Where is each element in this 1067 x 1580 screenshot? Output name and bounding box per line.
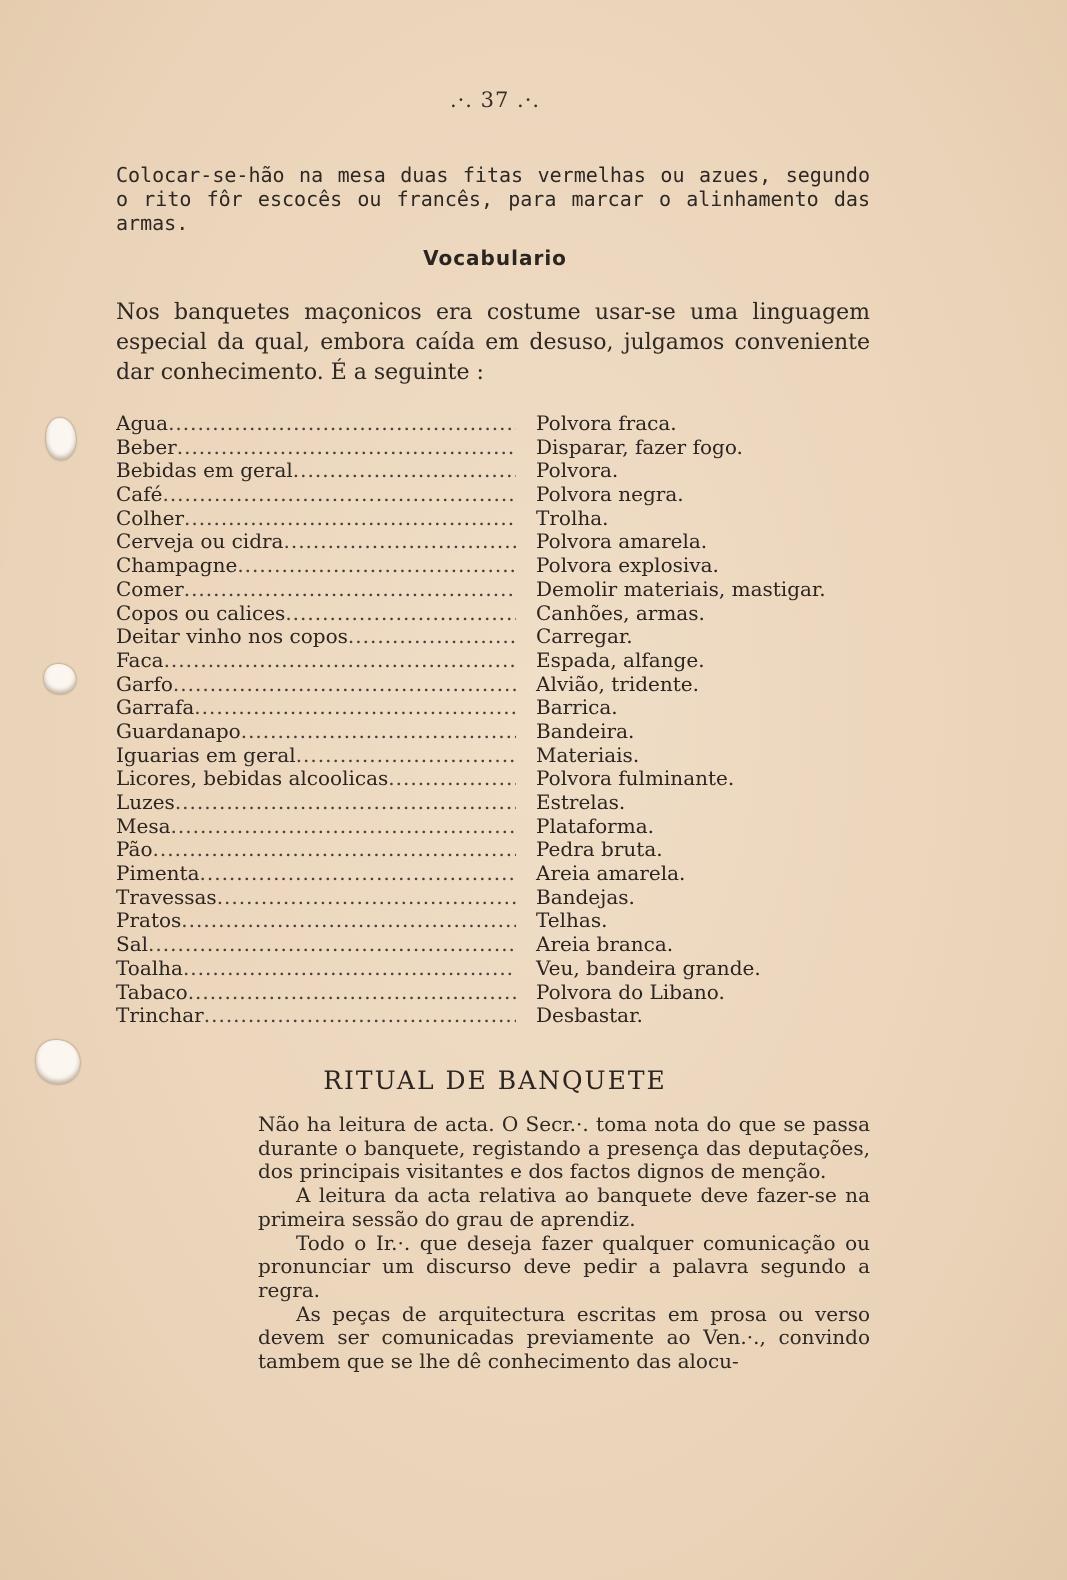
vocabulary-term-cell bbox=[116, 815, 516, 839]
vocabulary-list bbox=[116, 412, 876, 1028]
vocabulary-term: Pratos bbox=[116, 909, 182, 933]
leader-dots bbox=[168, 412, 516, 436]
vocabulary-row bbox=[116, 862, 876, 886]
vocabulary-term: Bebidas em geral bbox=[116, 459, 293, 483]
vocabulary-term: Sal bbox=[116, 933, 149, 957]
vocabulary-meaning: Pedra bruta. bbox=[536, 837, 663, 862]
vocabulary-term-cell bbox=[116, 483, 516, 507]
vocabulary-row bbox=[116, 436, 876, 460]
vocabulary-row bbox=[116, 981, 876, 1005]
section-heading: Vocabulario bbox=[423, 246, 567, 270]
vocabulary-row bbox=[116, 578, 876, 602]
leader-dots bbox=[204, 1004, 516, 1028]
vocabulary-meaning: Barrica. bbox=[536, 695, 618, 720]
leader-dots bbox=[293, 459, 516, 483]
leader-dots bbox=[183, 957, 516, 981]
vocabulary-term: Mesa bbox=[116, 814, 171, 838]
vocabulary-term-cell bbox=[116, 673, 516, 697]
leader-dots bbox=[164, 649, 516, 673]
leader-dots bbox=[194, 696, 516, 720]
vocabulary-row bbox=[116, 412, 876, 436]
ritual-title: RITUAL DE BANQUETE bbox=[323, 1066, 667, 1095]
ritual-text bbox=[258, 1113, 870, 1374]
vocabulary-meaning: Demolir materiais, mastigar. bbox=[536, 576, 826, 601]
vocabulary-meaning: Telhas. bbox=[536, 908, 608, 933]
vocabulary-row bbox=[116, 459, 876, 483]
vocabulary-term-cell bbox=[116, 862, 516, 886]
vocabulary-meaning: Materiais. bbox=[536, 742, 640, 767]
vocabulary-row bbox=[116, 696, 876, 720]
vocabulary-meaning: Alvião, tridente. bbox=[536, 671, 699, 696]
leader-dots bbox=[188, 981, 516, 1005]
vocabulary-term-cell bbox=[116, 649, 516, 673]
vocabulary-term: Tabaco bbox=[116, 980, 188, 1004]
vocabulary-row bbox=[116, 838, 876, 862]
vocabulary-term-cell bbox=[116, 602, 516, 626]
leader-dots bbox=[184, 578, 516, 602]
vocabulary-meaning: Areia amarela. bbox=[536, 861, 686, 886]
vocabulary-meaning: Desbastar. bbox=[536, 1003, 643, 1028]
vocabulary-term: Cerveja ou cidra bbox=[116, 530, 284, 554]
leader-dots bbox=[173, 673, 516, 697]
vocabulary-term-cell bbox=[116, 436, 516, 460]
vocabulary-term: Garfo bbox=[116, 672, 173, 696]
vocabulary-term: Café bbox=[116, 483, 163, 507]
vocabulary-term: Toalha bbox=[116, 956, 183, 980]
vocabulary-row bbox=[116, 554, 876, 578]
leader-dots bbox=[388, 767, 516, 791]
vocabulary-meaning: Polvora fulminante. bbox=[536, 766, 735, 791]
vocabulary-term: Copos ou calices bbox=[116, 601, 286, 625]
vocabulary-row bbox=[116, 507, 876, 531]
vocabulary-term: Beber bbox=[116, 435, 177, 459]
vocabulary-term-cell bbox=[116, 530, 516, 554]
ritual-paragraph: A leitura da acta relativa ao banquete deve fazer-se na primeira sessão do grau de aprendiz. bbox=[258, 1183, 870, 1231]
vocabulary-term: Champagne bbox=[116, 554, 238, 578]
vocabulary-meaning: Trolha. bbox=[536, 505, 609, 530]
vocabulary-meaning: Bandejas. bbox=[536, 884, 635, 909]
leader-dots bbox=[296, 744, 516, 768]
vocabulary-meaning: Carregar. bbox=[536, 624, 633, 649]
leader-dots bbox=[153, 838, 516, 862]
vocabulary-row bbox=[116, 791, 876, 815]
vocabulary-term-cell bbox=[116, 981, 516, 1005]
vocabulary-term-cell bbox=[116, 886, 516, 910]
vocabulary-row bbox=[116, 673, 876, 697]
vocabulary-term-cell bbox=[116, 720, 516, 744]
leader-dots bbox=[175, 791, 516, 815]
vocabulary-term-cell bbox=[116, 412, 516, 436]
vocabulary-row bbox=[116, 957, 876, 981]
vocabulary-term-cell bbox=[116, 696, 516, 720]
vocabulary-term: Comer bbox=[116, 577, 184, 601]
ritual-paragraph: As peças de arquitectura escritas em prosa ou verso devem ser comunicadas previamente ao Ven.·., convindo tambem que se lhe dê conhecimento das alocu- bbox=[258, 1301, 870, 1374]
vocabulary-term-cell bbox=[116, 625, 516, 649]
vocabulary-meaning: Estrelas. bbox=[536, 790, 626, 814]
leader-dots bbox=[148, 933, 516, 957]
vocabulary-meaning: Bandeira. bbox=[536, 718, 635, 743]
vocabulary-meaning: Canhões, armas. bbox=[536, 600, 705, 625]
leader-dots bbox=[171, 815, 516, 839]
vocabulary-row bbox=[116, 767, 876, 791]
vocabulary-term-cell bbox=[116, 578, 516, 602]
vocabulary-term-cell bbox=[116, 459, 516, 483]
punch-hole-top bbox=[46, 418, 76, 460]
ritual-paragraph: Não ha leitura de acta. O Secr.·. toma nota do que se passa durante o banquete, registando a presença das deputações, dos principais visitantes e dos factos dignos de menção. bbox=[258, 1112, 870, 1184]
vocabulary-term-cell bbox=[116, 909, 516, 933]
leader-dots bbox=[184, 507, 516, 531]
leader-dots bbox=[177, 436, 516, 460]
vocabulary-term: Pimenta bbox=[116, 862, 200, 886]
vocabulary-row bbox=[116, 1004, 876, 1028]
vocabulary-term: Guardanapo bbox=[116, 719, 241, 743]
vocabulary-row bbox=[116, 483, 876, 507]
punch-hole-middle bbox=[44, 664, 76, 694]
vocabulary-row bbox=[116, 744, 876, 768]
vocabulary-term: Trinchar bbox=[116, 1004, 204, 1028]
leader-dots bbox=[241, 720, 516, 744]
vocabulary-term: Faca bbox=[116, 648, 164, 672]
ritual-paragraph: Todo o Ir.·. que deseja fazer qualquer comunicação ou pronunciar um discurso deve pedir a palavra segundo a regra. bbox=[258, 1230, 870, 1302]
vocabulary-meaning: Veu, bandeira grande. bbox=[536, 955, 761, 980]
leader-dots bbox=[181, 909, 516, 933]
vocabulary-meaning: Disparar, fazer fogo. bbox=[536, 434, 743, 459]
leader-dots bbox=[348, 625, 516, 649]
vocabulary-row bbox=[116, 530, 876, 554]
vocabulary-meaning: Areia branca. bbox=[536, 932, 674, 957]
leader-dots bbox=[217, 886, 516, 910]
vocabulary-row bbox=[116, 649, 876, 673]
vocabulary-meaning: Polvora amarela. bbox=[536, 529, 708, 554]
intro-paragraph: Nos banquetes maçonicos era costume usar-se uma linguagem especial da qual, embora caída em desuso, julgamos conveniente dar conhecimento. É a seguinte : bbox=[116, 300, 870, 385]
vocabulary-meaning: Plataforma. bbox=[536, 813, 654, 838]
vocabulary-meaning: Polvora explosiva. bbox=[536, 553, 719, 578]
vocabulary-row bbox=[116, 815, 876, 839]
leader-dots bbox=[285, 602, 516, 626]
vocabulary-term: Iguarias em geral bbox=[116, 743, 296, 767]
vocabulary-term: Luzes bbox=[116, 791, 175, 814]
vocabulary-term: Travessas bbox=[116, 885, 217, 909]
vocabulary-meaning: Polvora. bbox=[536, 458, 619, 483]
vocabulary-row bbox=[116, 886, 876, 910]
vocabulary-term-cell bbox=[116, 838, 516, 862]
leader-dots bbox=[283, 530, 516, 554]
vocabulary-term-cell bbox=[116, 791, 516, 815]
vocabulary-row bbox=[116, 602, 876, 626]
vocabulary-meaning: Polvora negra. bbox=[536, 482, 684, 507]
vocabulary-term: Colher bbox=[116, 506, 185, 530]
vocabulary-term: Licores, bebidas alcoolicas bbox=[116, 767, 389, 791]
page-number: .·. 37 .·. bbox=[449, 88, 541, 112]
vocabulary-term-cell bbox=[116, 957, 516, 981]
leader-dots bbox=[237, 554, 516, 578]
vocabulary-row bbox=[116, 720, 876, 744]
vocabulary-row bbox=[116, 933, 876, 957]
vocabulary-term-cell bbox=[116, 1004, 516, 1028]
vocabulary-term-cell bbox=[116, 554, 516, 578]
vocabulary-term: Deitar vinho nos copos bbox=[116, 625, 348, 649]
vocabulary-row bbox=[116, 909, 876, 933]
vocabulary-term-cell bbox=[116, 767, 516, 791]
vocabulary-term: Agua bbox=[116, 412, 169, 435]
intro-text: Colocar-se-hão na mesa duas fitas vermelhas ou azues, segundo o rito fôr escocês ou francês, para marcar o alinhamento das armas. bbox=[116, 163, 870, 235]
vocabulary-meaning: Espada, alfange. bbox=[536, 647, 705, 672]
vocabulary-term: Garrafa bbox=[116, 696, 195, 720]
vocabulary-term-cell bbox=[116, 744, 516, 768]
vocabulary-term-cell bbox=[116, 933, 516, 957]
leader-dots bbox=[162, 483, 516, 507]
vocabulary-term-cell bbox=[116, 507, 516, 531]
vocabulary-row bbox=[116, 625, 876, 649]
vocabulary-meaning: Polvora fraca. bbox=[536, 411, 677, 435]
vocabulary-term: Pão bbox=[116, 838, 153, 862]
leader-dots bbox=[200, 862, 517, 886]
vocabulary-meaning: Polvora do Libano. bbox=[536, 979, 725, 1004]
